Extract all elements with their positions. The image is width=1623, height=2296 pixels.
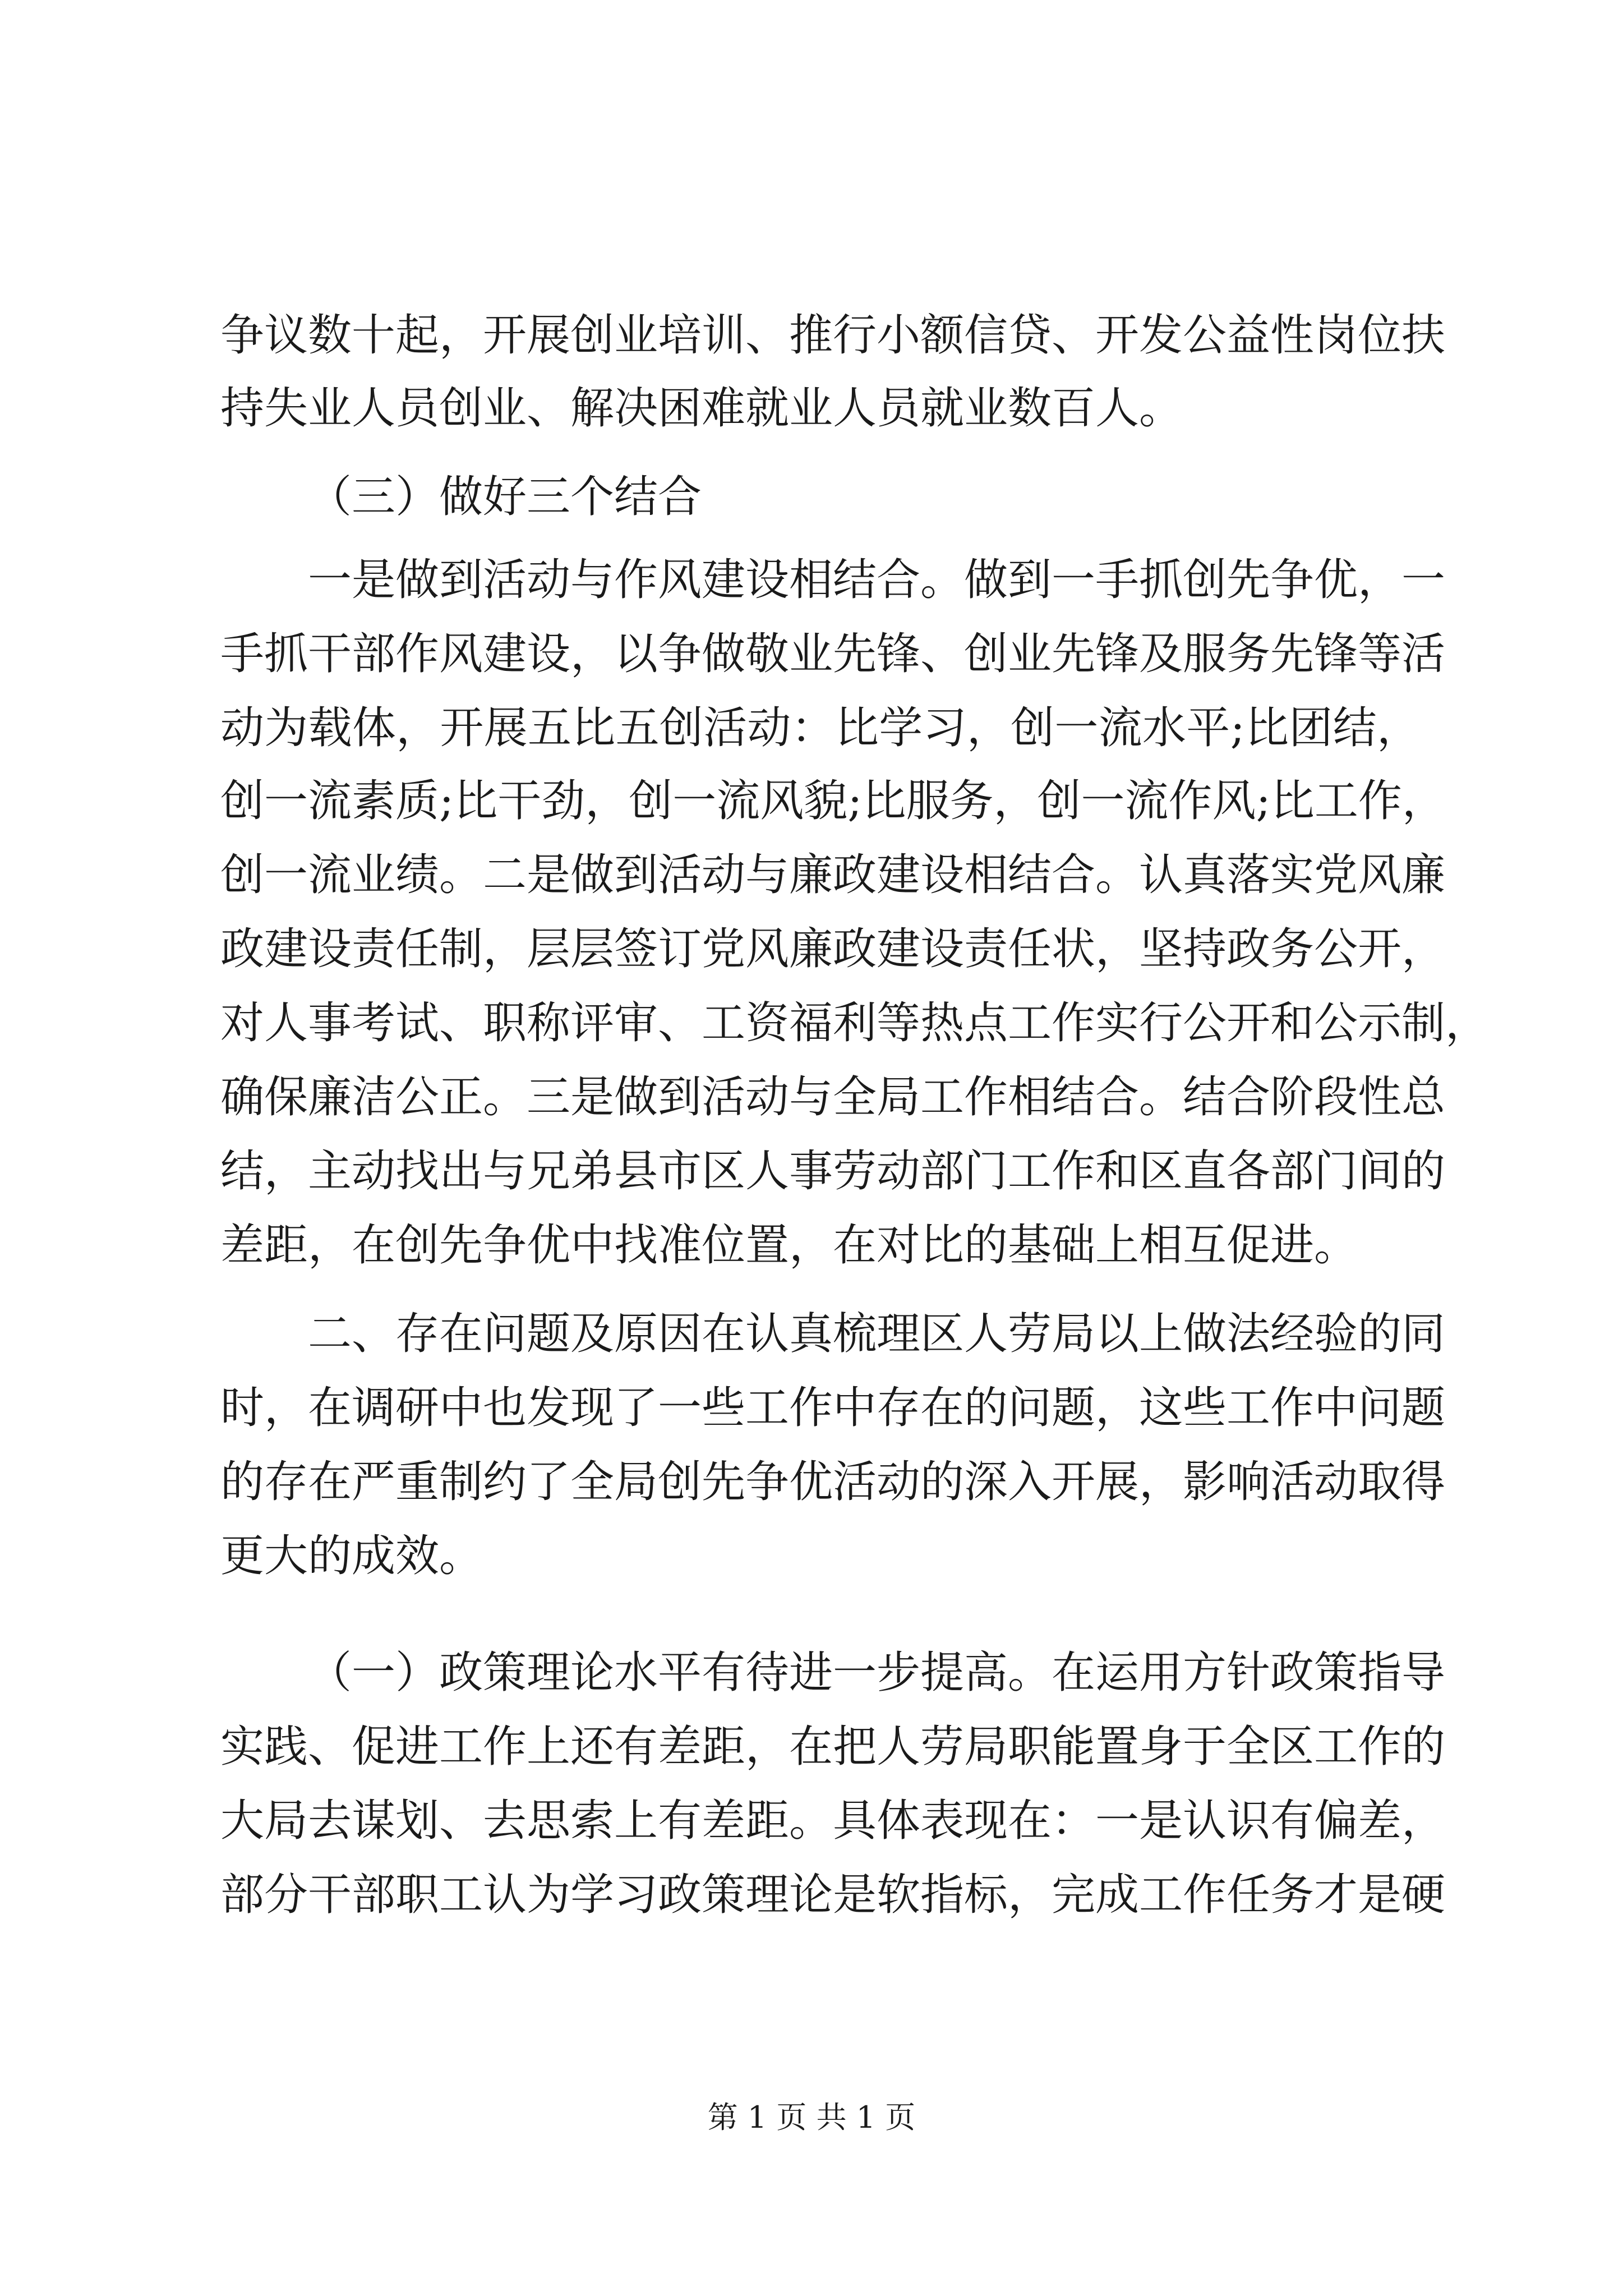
text-line: 时，在调研中也发现了一些工作中存在的问题，这些工作中问题: [220, 1383, 1446, 1433]
text-line: 创一流业绩。二是做到活动与廉政建设相结合。认真落实党风廉: [220, 850, 1446, 900]
text-line: 部分干部职工认为学习政策理论是软指标，完成工作任务才是硬: [220, 1870, 1446, 1920]
text-line: 更大的成效。: [220, 1531, 483, 1581]
text-line: 实践、促进工作上还有差距，在把人劳局职能置身于全区工作的: [220, 1722, 1446, 1772]
text-line: 结，主动找出与兄弟县市区人事劳动部门工作和区直各部门间的: [220, 1146, 1446, 1197]
text-line: 争议数十起，开展创业培训、推行小额信贷、开发公益性岗位扶: [220, 310, 1446, 361]
text-line: 的存在严重制约了全局创先争优活动的深入开展，影响活动取得: [220, 1457, 1446, 1507]
text-line: 创一流素质;比干劲，创一流风貌;比服务，创一流作风;比工作，: [220, 776, 1446, 826]
text-line: 差距，在创先争优中找准位置，在对比的基础上相互促进。: [220, 1220, 1358, 1271]
text-line: 一是做到活动与作风建设相结合。做到一手抓创先争优，一: [308, 555, 1446, 605]
text-line: 确保廉洁公正。三是做到活动与全局工作相结合。结合阶段性总: [220, 1072, 1446, 1122]
text-line: 动为载体，开展五比五创活动：比学习，创一流水平;比团结，: [220, 703, 1421, 753]
text-line: 大局去谋划、去思索上有差距。具体表现在：一是认识有偏差，: [220, 1796, 1446, 1846]
page-footer: 第 1 页 共 1 页: [707, 2100, 916, 2135]
text-line: 政建设责任制，层层签订党风廉政建设责任状，坚持政务公开，: [220, 924, 1446, 974]
text-line: 二、存在问题及原因在认真梳理区人劳局以上做法经验的同: [308, 1309, 1446, 1359]
text-line: 对人事考试、职称评审、工资福利等热点工作实行公开和公示制，: [220, 998, 1490, 1048]
text-line: 手抓干部作风建设，以争做敬业先锋、创业先锋及服务先锋等活: [220, 629, 1446, 679]
text-line: （一）政策理论水平有待进一步提高。在运用方针政策指导: [308, 1648, 1446, 1698]
section-heading: （三）做好三个结合: [308, 472, 702, 522]
text-line: 持失业人员创业、解决困难就业人员就业数百人。: [220, 383, 1183, 434]
